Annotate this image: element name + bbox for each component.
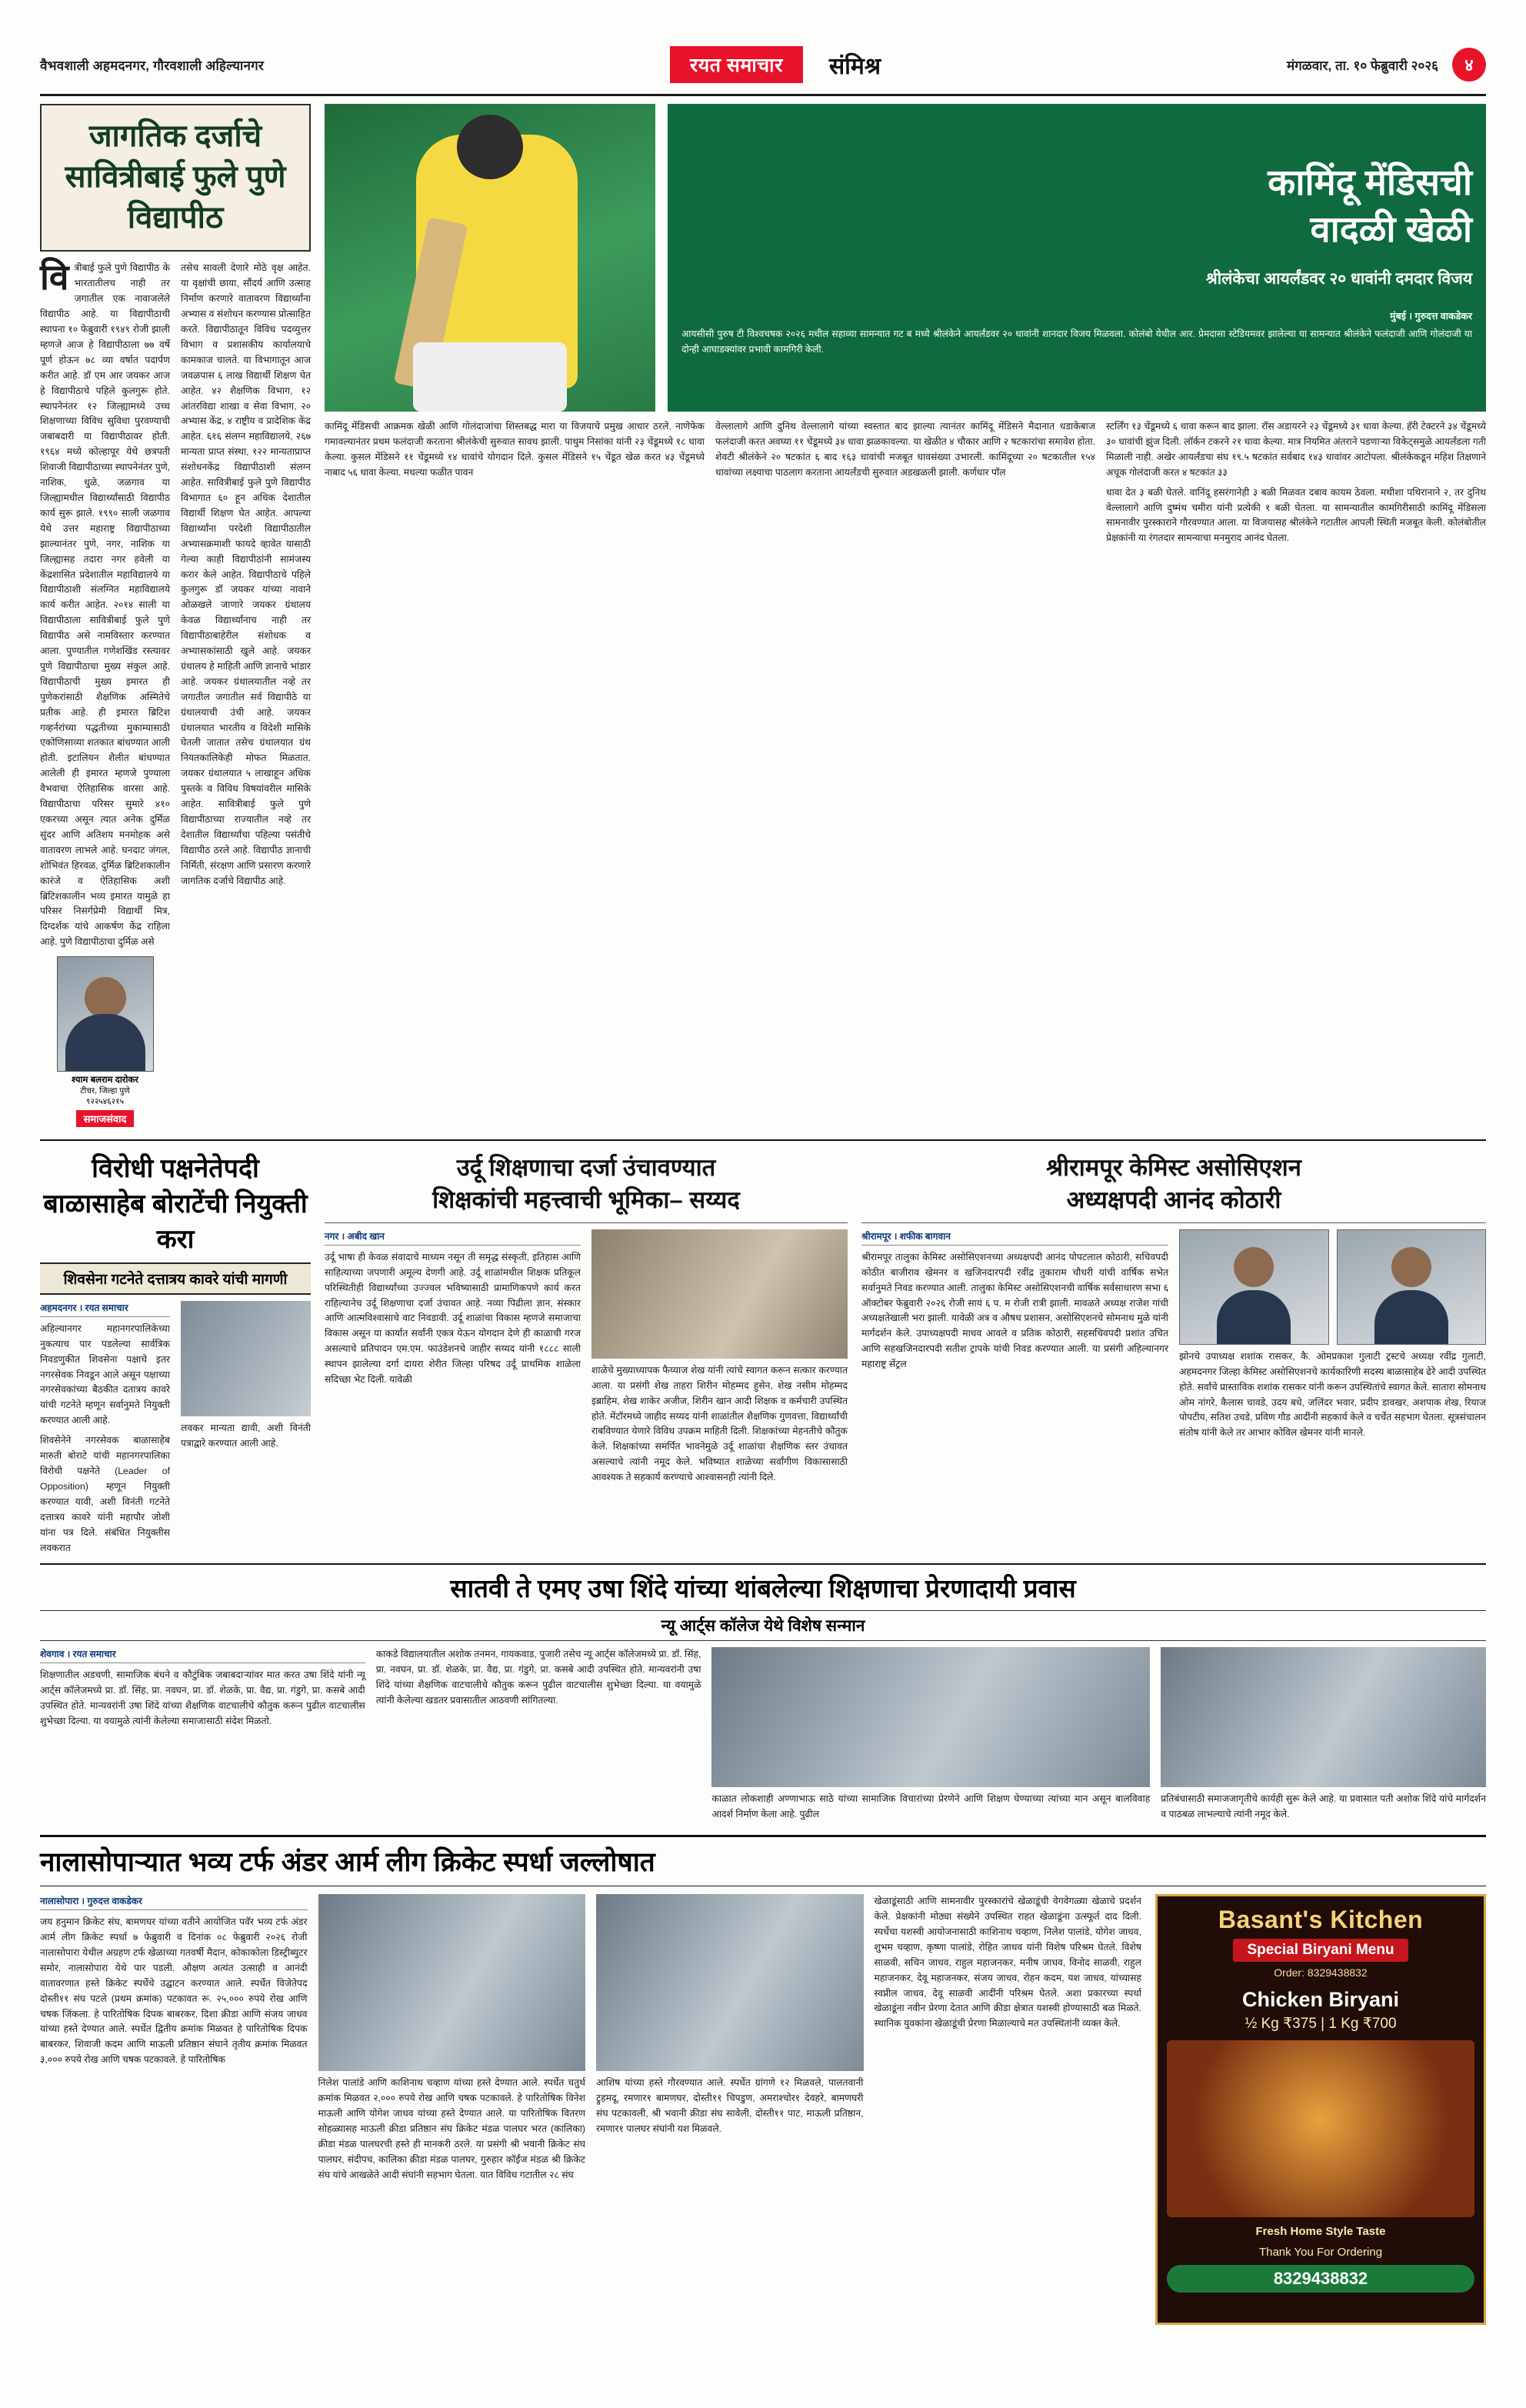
cricket-dateline: मुंबई । गुरुदत्त वाकडेकर <box>1390 310 1472 322</box>
cricket-column-2 <box>715 419 1095 546</box>
masthead-center <box>670 46 881 83</box>
pune-text-1: वित्रीबाई फुले पुणे विद्यापीठ के भारतातीलच नाही तर जगातील एक नावाजलेले विद्यापीठ आहे. या विद्यापीठाची स्थापना १० फेब्रुवारी १९४९ रोजी झाली म्हणजे आज हे विद्यापीठाला ७७ वर्षे पूर्ण होऊन ७८ व्या वर्षात पदार्पण करीत आहे. डॉ एम आर जयकर आज हे विद्यापीठाचे पहिले कुलगुरू होते. स्थापनेनंतर १२ जिल्ह्यामध्ये उच्च शिक्षणाच्या विविध सुविधा पुरवण्याची जबाबदारी या विद्यापीठावर होती. १९६४ मध्ये कोल्हापूर येथे छत्रपती शिवाजी विद्यापीठाच्या स्थापनेनंतर पुणे, नाशिक, धुळे, जळगाव या जिल्ह्यामधील विद्यार्थ्यांसाठी विद्यापीठ कार्य सुरू झाले. १९९० साली जळगाव येथे उत्तर महाराष्ट्र विद्यापीठाच्या झाल्यानंतर पुणे, नगर, नाशिक या जिल्ह्यासह तदारा नगर हवेली या केंद्रशासित प्रदेशातील महाविद्यालये या विद्यापीठाशी संलग्नित महाविद्यालये कार्य करीत आहेत. २०१४ साली या विद्यापीठाला सावित्रीबाई फुले पुणे विद्यापीठ असे नामविस्तार करण्यात आला. पुण्यातील गणेशखिंड रस्त्यावर पुणे विद्यापीठाचा मुख्य संकुल आहे. विद्यापीठाची मुख्य इमारत ही पुणेकरांसाठी शैक्षणिक अस्मितेचे प्रतीक आहे. ही इमारत ब्रिटिश गव्हर्नरांच्या पद्धतीच्या मुकाम्यासाठी एकोणिसाव्या शतकात बांधण्यात आली होती. इटालियन शैलीत बांधण्यात आलेली ही इमारत म्हणजे पुण्याला वैभवाचा ऐतिहासिक वारसा आहे. विद्यापीठाचा परिसर सुमारे ४१० एकरच्या असून त्यात अनेक दुर्मिळ सुंदर आणि अतिशय मनमोहक असे वातावरण लाभले आहे. घनदाट जंगल, शोभिवंत हिरवळ, दुर्मिळ ब्रिटिशकालीन कारंजे व ऐतिहासिक अशी ब्रिटिशकालीन भव्य इमारत यामुळे हा परिसर निसर्गप्रेमी विद्यार्थी मित्र, दिग्दर्शक यांचे आकर्षण केंद्र राहिला आहे. पुणे विद्यापीठाचा दुर्मिळ असे <box>40 257 170 948</box>
masthead-right <box>1287 48 1486 82</box>
opposition-headline-line1: विरोधी पक्षनेतेपदी <box>92 1154 259 1184</box>
usha-ceremony-photo <box>1161 1647 1486 1787</box>
tournament-column-3 <box>596 1894 864 2325</box>
urdu-article <box>325 1152 848 1556</box>
tournament-article <box>40 1894 1141 2325</box>
shrirampur-text-2: झोनचे उपाध्यक्ष शशांक रासकर, कै. ओमप्रकाश गुलाटी ट्रस्टचे अध्यक्ष रवींद्र गुलाटी, अहमदनगर जिल्हा केमिस्ट असोसिएशनचे कार्यकारिणी सदस्य बाळासाहेब ढेरेे आदी उपस्थित होते. सर्वांचे प्रास्ताविक शशांक रासकर यांनी करून उपस्थितांचे स्वागत केले. सातारा सोमनाथ ओम नांगरे, कैलास चावडे, उदय बधे, जलिंदर भवार, प्रदीप डावखर, अशपाक शेख, रियाज पोपटीय, सतिश उचडे, प्रविण गौड आदींनी सहकार्य केले व चर्चेत सहभाग घेतला. सूत्रसंचालन संतोष यांनी केले तर आभार कोविल खेमनर यांनी मानले. <box>1179 1350 1486 1439</box>
usha-text-3: काळात लोकशाही अण्णाभाऊ साठे यांच्या सामाजिक विचारांच्या प्रेरणेने आणि शिक्षण घेण्याच्या त्यांच्या मान असून बालविवाह आदर्श निर्माण केला आहे. पुढील <box>711 1793 1151 1820</box>
usha-column-4 <box>1161 1647 1486 1823</box>
section-title: संमिश्र <box>828 53 881 79</box>
tournament-photo-1 <box>318 1894 586 2071</box>
cricket-column-1 <box>325 419 705 546</box>
urdu-headline-line1: उर्दू शिक्षणाचा दर्जा उंचावण्यात <box>456 1154 716 1182</box>
shrirampur-column-2 <box>1179 1229 1486 1441</box>
cricket-lead: आयसीसी पुरुष टी विश्वचषक २०२६ मधील सहाव्या सामन्यात गट ब मध्ये श्रीलंकेने आयर्लंडवर २० धावांनी शानदार विजय मिळवला. कोलंबो येथील आर. प्रेमदासा स्टेडियमवर झालेल्या या सामन्यात श्रीलंकेने फलंदाजी आणि गोलंदाजी या दोन्ही आघाडक्यांवर प्रभावी कामगिरी केली. <box>681 328 1472 355</box>
cricket-headline-line2: वादळी खेळी <box>1310 208 1472 249</box>
column-tag: समाजसंवाद <box>76 1110 135 1127</box>
publication-date: मंगळवार, ता. १० फेब्रुवारी २०२६ <box>1287 58 1438 73</box>
ad-ribbon: Special Biryani Menu <box>1233 1939 1408 1962</box>
opposition-photo <box>181 1301 311 1416</box>
ad-phone-button[interactable]: 8329438832 <box>1167 2265 1474 2293</box>
tournament-column-4 <box>875 1894 1142 2325</box>
divider-1 <box>40 1139 1486 1141</box>
ad-footer-line-2: Thank You For Ordering <box>1258 2246 1383 2260</box>
urdu-body <box>325 1229 848 1486</box>
pune-headline-box <box>40 104 311 252</box>
usha-text-1: शिक्षणातील अडचणी, सामाजिक बंधने व कौटुंबिक जबाबदाऱ्यांवर मात करत उषा शिंदे यांनी न्यू आर्ट्स कॉलेजमध्ये प्रा. डॉ. सिंह, प्रा. नवघन, प्रा. डॉ. शेळके, प्रा. वैद्य, प्रा. गंडुगे, प्रा. कसबे आदी उपस्थित होते. मान्यवरांनी उषा शिंदे यांच्या शैक्षणिक वाटचालीचे कौतुक करून पुढील वाटचालीस शुभेच्छा दिल्या. या वयामुळे त्यांनी केलेल्या समाजासाठी संदेश मिळतो. <box>40 1669 365 1727</box>
cricket-headline-block <box>668 104 1486 412</box>
opposition-headline-line2: बाळासाहेब बोराटेंची नियुक्ती करा <box>43 1189 308 1254</box>
cricket-body <box>325 419 1486 546</box>
ad-brand-name: Basant's Kitchen <box>1218 1906 1424 1934</box>
opposition-article <box>40 1152 311 1556</box>
author-phone: ९२२५४६२१५ <box>85 1097 125 1107</box>
cricket-text-4: धावा देत ३ बळी घेतले. वानिंदू हसरंगानेही ३ बळी मिळवत दबाव कायम ठेवला. मथीशा पथिरानाने २, तर दुनिथ वेल्लालागे आणि दुष्मंथ चमीरा यांनी प्रत्येकी १ बळी घेतला. या सामन्यातील कामगिरीसाठी कामिंदू मेंडिसला सामनावीर पुरस्काराने गौरवण्यात आला. या विजयासह श्रीलंकेने गटातील आपली स्थिती मजबूत केली. कोलंबोतील प्रेक्षकांनी या रंगतदार सामन्याचा मनमुराद आनंद घेतला. <box>1106 486 1486 544</box>
bottom-section <box>40 1894 1486 2325</box>
urdu-headline <box>325 1152 848 1216</box>
usha-column-2 <box>376 1647 701 1823</box>
shrirampur-text-1: श्रीरामपूर तालुका केमिस्ट असोसिएशनच्या अध्यक्षपदी आनंद पोपटलाल कोठारी, सचिवपदी कोठीत बाजीराव खेमनर व खजिनदारपदी रवींद्र तुकाराम चौधरी यांची वार्षिक सभेत सर्वानुमते निवड करण्यात आली. तालुका केमिस्ट असोसिएशनची वार्षिक सर्वसाधारण सभा ६ ऑक्टोबर फेब्रुवारी २०२६ रोजी सायं ६ प. म रोजी रात्री झाली. मावळते अध्यक्ष राजेश गांधी अध्यक्षतेखाली भरा झाली. यावेळी अत्र व औषध प्रशासन, असोसिएशनचे सोमनाथ मुळे यांनी मार्गदर्शन केले. उपाध्यक्षपदी माधव आवले व प्रतिक कोठारी, सहसचिवपदी प्रशांत उचित आणि सहखजिनदारपदी सतीश ट्रापके यांची निवड करण्यात आली. या प्रसंगी अहिल्यानगर महाराष्ट्र सेंट्रल <box>861 1251 1168 1370</box>
cricket-text-3: स्टर्लिंग १३ चेंडूमध्ये ६ धावा करून बाद झाला. रॉस अडायरने २३ चेंडूमध्ये ३१ धावा केल्या. हॅरी टेक्टरने ३४ चेंडूमध्ये ३० धावांची झुंज दिली. लॉर्कन टकरने २१ धावा केल्या. मात्र नियमित अंतराने पडणाऱ्या विकेट्समुळे आयर्लंडला गती मिळाली नाही. अखेर आयर्लंडचा संघ १९.५ षटकांत सर्वबाद १४३ धावांवर आटोपला. श्रीलंकेकडून महिश तिक्षणाने अचूक गोलंदाजी करत ४ षटकांत ३३ <box>1106 421 1486 478</box>
opposition-text-3: लवकर मान्यता द्यावी, अशी विनंती पत्राद्वारे करण्यात आली आहे. <box>181 1422 311 1449</box>
urdu-column-1 <box>325 1229 581 1486</box>
pune-university-article <box>40 104 311 1132</box>
tournament-headline: नालासोपाऱ्यात भव्य टर्फ अंडर आर्म लीग क्रिकेट स्पर्धा जल्लोषात <box>40 1835 1486 1886</box>
opposition-subheadline: शिवसेना गटनेते दत्तात्रय कावरे यांची मागणी <box>40 1262 311 1295</box>
pune-column-1 <box>40 257 170 1132</box>
shrirampur-article <box>861 1152 1486 1556</box>
newspaper-logo: रयत समाचार <box>670 46 803 83</box>
author-designation: टीचर, जिल्हा पुणे <box>80 1086 130 1096</box>
usha-body <box>40 1647 1486 1823</box>
urdu-text-1: उर्दू भाषा ही केवळ संवादाचे माध्यम नसून ती समृद्ध संस्कृती, इतिहास आणि साहित्याच्या जपणारी अमूल्य देणगी आहे. उर्दू शाळांमधील शिक्षक प्रतिकूल परिस्थितीही विद्यार्थ्यांच्या उज्ज्वल भविष्यासाठी प्रामाणिकपणे कार्य करत राहिल्यानेच उर्दू शिक्षणाचा दर्जा उंचावत आहे. नव्या पिढीला ज्ञान, संस्कार आणि आत्मविश्वासाचे वाट निवडावी. उर्दू शाळांचा विकास म्हणजे समाजाचा विकास असून या कार्यात सर्वांनी एकत्र येऊन योगदान देणे ही काळाची गरज असल्याचे प्रतिपादन एम.एम. फाउंडेशनचे जाहीर सय्यद यांनी १८८८ साली स्थापन झालेल्या दर्गा दायरा शेरीत जिल्हा परिषद उर्दू प्राथमिक शाळेला सदिच्छा भेट दिली. यावेळी <box>325 1251 581 1386</box>
advertisement[interactable] <box>1155 1894 1486 2325</box>
cricket-hero <box>325 104 1486 412</box>
usha-headline: सातवी ते एमए उषा शिंदे यांच्या थांबलेल्या शिक्षणाचा प्रेरणादायी प्रवास <box>450 1574 1076 1603</box>
urdu-divider <box>325 1222 848 1223</box>
pune-headline <box>54 116 297 238</box>
masthead-tagline: वैभवशाली अहमदनगर, गौरवशाली अहिल्यानगर <box>40 58 265 73</box>
basants-kitchen-ad[interactable] <box>1155 1894 1486 2325</box>
cricket-headline-line1: कामिंदू मेंडिसची <box>1268 161 1472 202</box>
cricket-photo <box>325 104 655 412</box>
ad-food-image <box>1167 2040 1474 2217</box>
mid-section <box>40 1152 1486 1556</box>
top-section <box>40 104 1486 1132</box>
page-number-badge: ४ <box>1452 48 1486 82</box>
usha-byline: शेवगाव । रयत समाचार <box>40 1647 365 1663</box>
opposition-headline <box>40 1152 311 1258</box>
author-photo <box>57 956 154 1072</box>
urdu-group-photo <box>591 1229 848 1359</box>
usha-subheadline: न्यू आर्ट्स कॉलेज येथे विशेष सन्मान <box>40 1610 1486 1641</box>
shrirampur-byline: श्रीरामपूर । शफीक बागवान <box>861 1229 1168 1246</box>
tournament-photo-2 <box>596 1894 864 2071</box>
cricket-text-1: कामिंदू मेंडिसची आक्रमक खेळी आणि गोलंदाजांचा शिस्तबद्ध मारा या विजयाचे प्रमुख आधार ठरले. नाणेफेक गमावल्यानंतर प्रथम फलंदाजी करताना श्रीलंकेची सुरुवात सावध झाली. पाथुम निसांका यांनी २३ चेंडूमध्ये १८ धावा केल्या. कुसल मेंडिसने ११ चेंडूमध्ये १४ धावांचे योगदान दिले. कुसल मेंडिसने १५ चेंडूत खेळ करत ४३ चेंडूमध्ये नाबाद ५६ धावा केल्या. मधल्या फळीत पावन <box>325 421 705 478</box>
masthead <box>40 46 1486 96</box>
cricket-text-2: वेल्लालागे आणि दुनिथ वेल्लालागे यांच्या स्वस्तात बाद झाल्या त्यानंतर कामिंदू मेंडिसने मैदानात धडाकेबाज फलंदाजी करत अवघ्या ११ चेंडूमध्ये ३४ धावा झळकावल्या. या खेळीत ४ चौकार आणि २ षटकारांचा समावेश होता. शेवटी श्रीलंकेने २० षटकांत ६ बाद १६३ धावांची मजबूत धावसंख्या उभारली. कामिंदूच्या २० षटकातील १५४ धावांच्या लक्ष्याचा पाठलाग करताना आयर्लंडची सुरुवात अडखळली झाली. कर्णधार पॉल <box>715 421 1095 478</box>
opposition-column-1 <box>40 1301 170 1556</box>
shrirampur-column-1 <box>861 1229 1168 1441</box>
divider-2 <box>40 1563 1486 1565</box>
cricket-column-3 <box>1106 419 1486 546</box>
author-name: श्याम बलराम दारोकर <box>71 1076 139 1086</box>
pune-column-2 <box>181 261 311 1132</box>
pune-headline-line2: सावित्रीबाई फुले पुणे विद्यापीठ <box>65 159 286 235</box>
ad-price: ½ Kg ₹375 | 1 Kg ₹700 <box>1244 2016 1397 2033</box>
tournament-text-4: खेळाडूंसाठी आणि सामनावीर पुरस्कारांचे खेळाडूंची वेगवेगळ्या खेळाचे प्रदर्शन केले. प्रेक्षकांनी मोठ्या संख्येने उपस्थित राहत खेळाडूंना उत्स्फूर्त दाद दिली. स्पर्धेचा यशस्वी आयोजनासाठी काशिनाथ चव्हाण, निलेश पालांडे, योगेश जाधव, शुभम चव्हाण, कृष्णा पालांडे, रोहित जाधव यांनी विशेष परिश्रम घेतले. विशेष साळवी, सचिन जाधव, राहुल महाजनकर, मनीष जाधव, विनोद साळवी, राहुल महाजनकर, देवू महाजनकर, संजय जाधव, रोहन कदम, यश जाधव, यांच्यासह स्वप्नील जाधव, देवू साळवी आदींनी परिश्रम घेतले. अशा प्रकारच्या स्पर्धा खेळाडूंना नवीन प्रेरणा देतात आणि क्रीडा क्षेत्रात यशस्वी होण्यासाठी बळ मिळते. स्थानिक युवकांना खेळाडूंची प्रेरणा मिळाल्याचे मत उपस्थितांनी व्यक्त केले. <box>874 1896 1141 2029</box>
urdu-text-2: शाळेचे मुख्याध्यापक फैय्याज शेख यांनी त्यांचे स्वागत करून सत्कार करण्यात आला. या प्रसंगी शेख ताहरा शिरीन मोहम्मद हुसेन, शेख नसीम मोहम्मद इब्राहिम, शेख शाकेर अजीज, शिरीन खान आदी शिक्षक व कर्मचारी उपस्थित होते. मेंटॉरमध्ये जाहीद सय्यद यांनी शाळांतील शैक्षणिक गुणवत्ता, विद्यार्थ्यांची राबविण्यात येणारे विविध उपक्रम माहिती दिली. शिक्षकांच्या मेहनतीचे कौतुक केले. शिक्षकांच्या समर्पित भावनेमुळे उर्दू शाळांचा शैक्षणिक स्तर उंचावत असल्याचे त्यांनी नमूद केले. भविष्यात शाळेच्या सर्वांगीण विकासासाठी आवश्यक ते सहकार्य करण्याचे आश्वासनही त्यांनी दिले. <box>591 1364 848 1483</box>
opposition-text-2: शिवसेनेने नगरसेवक बाळासाहेब मारुती बोराटे यांची महानगरपालिका विरोधी पक्षनेते (Leader of Opposition) म्हणून नियुक्ती करण्यात यावी, अशी विनंती गटनेते दत्तात्रय कावरे यांनी महापौर जोशी यांना पत्र दिले. संबंधित नियुक्तीस लवकरात <box>40 1435 170 1553</box>
cricket-article <box>325 104 1486 1132</box>
usha-award-photo <box>711 1647 1150 1787</box>
tournament-column-2 <box>318 1894 586 2325</box>
urdu-column-2 <box>591 1229 848 1486</box>
pune-body <box>40 257 311 1132</box>
opposition-byline: अहमदनगर । रयत समाचार <box>40 1301 170 1317</box>
shrirampur-portraits <box>1179 1229 1486 1345</box>
tournament-byline: नालासोपारा । गुरुदत्त वाकडेकर <box>40 1894 308 1910</box>
usha-article <box>40 1573 1486 1823</box>
urdu-headline-line2: शिक्षकांची महत्त्वाची भूमिका– सय्यद <box>432 1186 740 1214</box>
pune-headline-line1: जागतिक दर्जाचे <box>88 119 262 153</box>
ad-order-phone: Order: 8329438832 <box>1274 1966 1368 1979</box>
author-profile <box>40 956 170 1127</box>
shrirampur-body <box>861 1229 1486 1441</box>
portrait-secretary <box>1337 1229 1487 1345</box>
tournament-text-1: जय हनुमान क्रिकेट संघ, बामणघर यांच्या वतीने आयोजित पवॅर भव्य टर्फ अंडर आर्म लीग क्रिकेट स्पर्धा ७ फेब्रुवारी व दिनांक ०८ फेब्रुवारी २०२६ रोजी नालासोपारा येथील अग्रहण टर्फ खेळाच्या गतवर्षी मैदान, कोकाकोला डिस्ट्रीब्युटर समोर, नालासोपारा येथे पार पडली. औक्षण अत्यंत उत्साही व आनंदी वातावरणात हस्ते क्रिकेट स्पर्धेचे उद्घाटन करण्यात आले. स्पर्धेत विजेतेपद दोस्ती११ संघ पटले (प्रथम क्रमांक) पटकावत रू. २५,००० रुपये रोख आणि चषक जिंकला. हे पारितोषिक दिपक बाबरकर, दिशा क्रीडा आणि संजय जाधव यांच्या हस्ते देण्यात आले. स्पर्धेत द्वितीय क्रमांक मिळवत हे पारितोषिक दिपक बाबरकर, शिवाजी कदम आणि माऊली प्रतिष्ठान संघाने तृतीय क्रमांक मिळवत ३,००० रुपये रोख आणि चषक पटकावले. हे पारितोषिक <box>40 1916 308 2066</box>
tournament-text-2: निलेश पालांडे आणि काशिनाथ चव्हाण यांच्या हस्ते देण्यात आले. स्पर्धेत चतुर्थ क्रमांक मिळवत २,००० रुपये रोख आणि चषक पटकावले. हे पारितोषिक विनेश माऊली आणि योगेश जाधव यांच्या हस्ते देण्यात आले. या पारितोषिक वितरण सोहळ्यासह माऊली क्रीडा प्रतिष्ठान संघ क्रिकेट मंडळ पालघर भरत (कालिका) क्रीडा मंडळ पालघरची हस्ते ही मानकरी ठरले. या प्रसंगी श्री भवानी क्रिकेट संघ पालघर, संदीपच, कालिका क्रीडा मंडळ पालघर, गुरुहार कॉईंज मंडळ श्री क्रिकेट संघ यांचे आखळेते आदी संघांनी सहभाग घेतला. यात विविध गटातील २८ संघ <box>318 2077 585 2180</box>
cricket-subheadline: श्रीलंकेचा आयर्लंडवर २० धावांनी दमदार विजय <box>681 263 1472 298</box>
portrait-president <box>1179 1229 1329 1345</box>
tournament-text-3: आशिष यांच्या हस्ते गौरवण्यात आले. स्पर्धेत ग्रांगणे १२ मिळवले, पालतवानी ट्रुहमदू, रमणार१ बामणघर, दोस्ती११ चिपडुण, अमराश्चोर१ देवहरे, बामणघरी संघ पटकावली, श्री भवानी क्रीडा संघ सावेली, दोस्ती११ पाट, माऊली प्रतिष्ठान, रमणार१ पालघर संघांनी यश मिळवले. <box>596 2077 864 2134</box>
opposition-body <box>40 1301 311 1556</box>
opposition-text-1: अहिल्यानगर महानगरपालिकेच्या नुकत्याच पार पडलेल्या सार्वत्रिक निवडणुकीत शिवसेना पक्षाचे इतर नगरसेवक निवडून आले असून पक्षाच्या नगरसेवकांच्या बैठकीत दतात्रय कावरे यांची गटनेते म्हणून सर्वानुमते नियुक्ती करण्यात आली आहे. <box>40 1322 170 1426</box>
usha-text-4: प्रतिबंधासाठी समाजजागृतीचे कार्यही सुरू केले आहे. या प्रवासात पती अशोक शिंदे यांचे मार्गदर्शन व पाठबळ लाभल्याचे त्यांनी नमूद केले. <box>1161 1793 1486 1820</box>
tournament-column-1 <box>40 1894 308 2325</box>
usha-column-1 <box>40 1647 365 1823</box>
usha-text-2: काकडे विद्यालयातील अशोक तनमन, गायकवाड, पुजारी तसेच न्यू आर्ट्स कॉलेजमध्ये प्रा. डॉ. सिंह, प्रा. नवघन, प्रा. डॉ. शेळके, प्रा. वैद्य, प्रा. गंडुगे, प्रा. कसबे आदी उपस्थित होते. मान्यवरांनी उषा शिंदे यांच्या शैक्षणिक वाटचालीचे कौतुक करून पुढील वाटचालीस शुभेच्छा दिल्या. या वयामुळे त्यांनी केलेल्या खडतर प्रवासातील आठवणी सांगितल्या. <box>375 1649 701 1706</box>
opposition-column-2 <box>181 1301 311 1556</box>
usha-column-3 <box>711 1647 1150 1823</box>
shrirampur-divider <box>861 1222 1486 1223</box>
shrirampur-headline-line1: श्रीरामपूर केमिस्ट असोसिएशन <box>1046 1154 1301 1182</box>
ad-item-name: Chicken Biryani <box>1241 1988 1400 2012</box>
shrirampur-headline <box>861 1152 1486 1216</box>
ad-footer-line-1: Fresh Home Style Taste <box>1255 2225 1386 2239</box>
shrirampur-headline-line2: अध्यक्षपदी आनंद कोठारी <box>1066 1186 1281 1214</box>
urdu-byline: नगर । अबीद खान <box>325 1229 581 1246</box>
cricket-headline <box>681 158 1472 252</box>
pune-text-2: तसेच सावली देणारे मोठे वृक्ष आहेत. या वृक्षांची छाया, सौंदर्य आणि उत्साह निर्माण करणारे वातावरण विद्यार्थ्यांना अभ्यास व संशोधन करण्यास प्रोत्साहित करते. विद्यापीठातून विविध पदव्युत्तर विभाग व प्रशासकीय कार्यालयाचे कामकाज चालते. या विभागातून आज जवळपास ६ लाख विद्यार्थी शिक्षण घेत आहेत. ४२ शैक्षणिक विभाग, १२ आंतरविद्या शाखा व सेवा विभाग, २० अभ्यास केंद्र, ४ राष्ट्रीय व प्रादेशिक केंद्र आहेत. ६१६ संलग्न महाविद्यालये, २६७ मान्यता प्राप्त संस्था, १२२ मान्यताप्राप्त संशोधनकेंद्र विद्यापीठाशी संलग्न आहेत. सावित्रीबाई फुले पुणे विद्यापीठ विभागात ६० हून अधिक देशातील विद्यार्थी शिक्षण घेत आहेत. आपल्या विद्यार्थ्यांना परदेशी विद्यापीठातील अभ्यासक्रमाशी फायदे व्हावेत यासाठी गेल्या काही विद्यापीठांनी सामंजस्य करार केले आहेत. विद्यापीठाचे पहिले कुलगुरू डॉ जयकर यांच्या नावाने ओळखले जाणारे जयकर ग्रंथालय केवळ विद्यार्थ्यांनाच नाही तर विद्यापीठाबाहेरील संशोधक व अभ्यासकांसाठी खुले आहे. जयकर ग्रंथालय हे माहिती आणि ज्ञानाचे भांडार आहे. जयकर ग्रंथालयातील नव्हे तर जगातील जगातील सर्व विद्यापीठे या ग्रंथालयाची उंची आहे. जयकर ग्रंथालयात भारतीय व विदेशी मासिके घेतली जातात तसेच ग्रंथालयात ग्रंथ नियतकालिकेही मोफत मिळतात. जयकर ग्रंथालयात ५ लाखाहून अधिक पुस्तके व विविध विषयांवरील मासिके आहेत. सावित्रीबाई फुले पुणे विद्यापीठाच्या राज्यातील नव्हे तर देशातील विद्यार्थ्यांचा पहिल्या पसंतीचे विद्यापीठ ठरले आहे. विद्यापीठ ज्ञानाची निर्मिती, संरक्षण आणि प्रसारण करणारे जागतिक दर्जाचे विद्यापीठ आहे. <box>181 262 311 886</box>
